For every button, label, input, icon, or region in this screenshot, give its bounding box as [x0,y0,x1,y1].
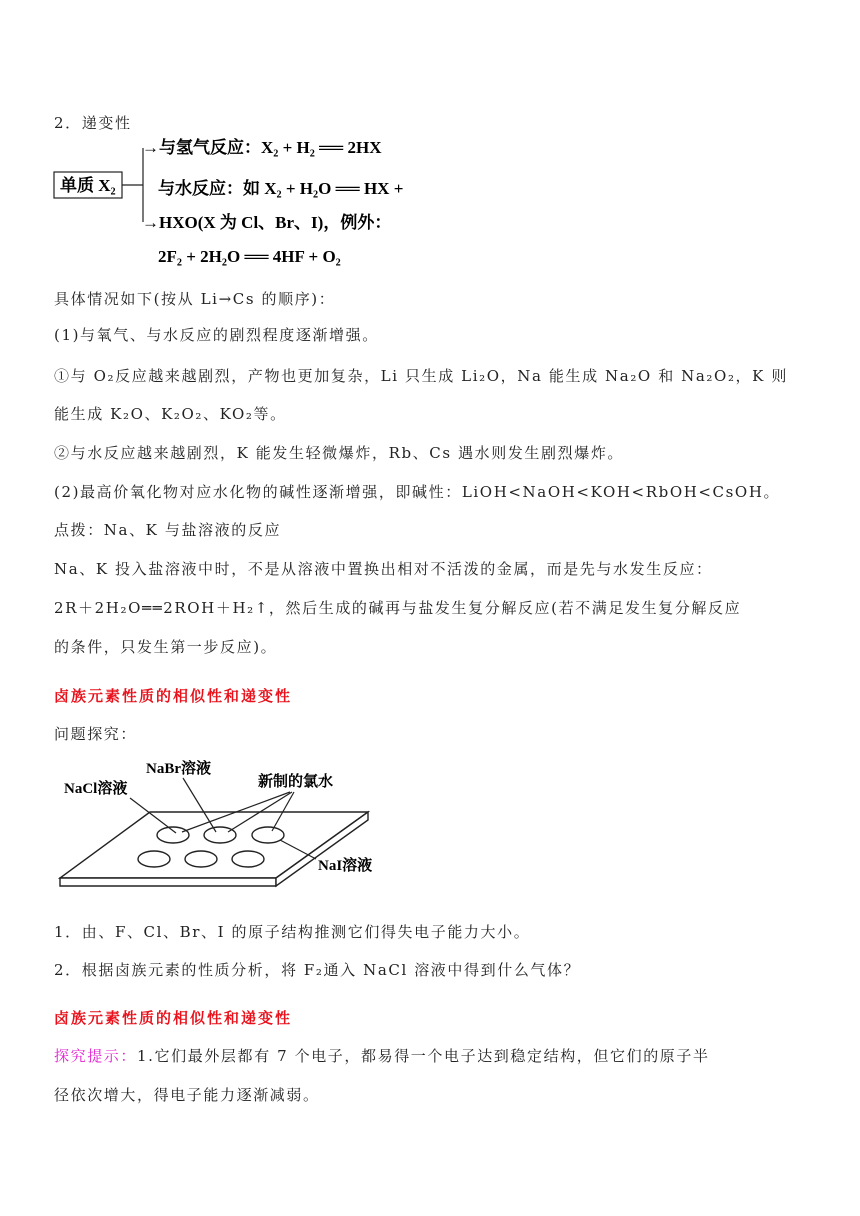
hint-line1 [54,1046,710,1066]
specifics-intro: 具体情况如下(按从 Li→Cs 的顺序)： [54,290,336,308]
scheme-row-1: →与氢气反应：X₂ + H₂ ══ 2HX [142,138,382,157]
plate-front [60,878,276,886]
specifics-p2-line2: 能生成 K₂O、K₂O₂、KO₂等。 [54,405,287,423]
tip-line1: Na、K 投入盐溶液中时，不是从溶液中置换出相对不活泼的金属，而是先与水发生反应： [54,560,713,578]
scheme-box-label: 单质 X₂ [60,176,116,195]
label-chlorine-water: 新制的氯水 [258,774,334,790]
scheme-row-4: 2F₂ + 2H₂O ══ 4HF + O₂ [158,247,341,266]
tip-line3: 的条件，只发生第一步反应)。 [54,638,278,656]
specifics-p4: (2)最高价氧化物对应水化物的碱性逐渐增强，即碱性：LiOH<NaOH<KOH<RbOH<CsOH。 [54,483,781,501]
section-title: 2．递变性 [54,114,132,132]
specifics-p2-line1: ①与 O₂反应越来越剧烈，产物也更加复杂，Li 只生成 Li₂O，Na 能生成 Na₂O 和 Na₂O₂，K 则 [54,367,788,385]
hint-line2: 径依次增大，得电子能力逐渐减弱。 [54,1086,320,1104]
hint-label: 探究提示： [54,1047,138,1065]
specifics-p1: (1)与氧气、与水反应的剧烈程度逐渐增强。 [54,326,379,344]
label-nacl: NaCl溶液 [64,781,128,797]
label-nai: NaI溶液 [318,858,373,874]
scheme-row-3: →HXO(X 为 Cl、Br、I)，例外： [142,213,392,232]
label-nabr: NaBr溶液 [146,761,211,777]
halogen-heading-2: 卤族元素性质的相似性和递变性 [54,1009,293,1027]
question-2: 2．根据卤族元素的性质分析，将 F₂通入 NaCl 溶液中得到什么气体？ [54,961,581,979]
question-label: 问题探究： [54,725,138,743]
tip-line2: 2R＋2H₂O══2ROH＋H₂↑，然后生成的碱再与盐发生复分解反应(若不满足发生复分解反应 [54,599,742,617]
scheme-row-2: 与水反应：如 X₂ + H₂O ══ HX + [158,179,404,198]
reaction-scheme [50,134,490,274]
well-plate-diagram [58,756,398,896]
specifics-p3: ②与水反应越来越剧烈，K 能发生轻微爆炸，Rb、Cs 遇水则发生剧烈爆炸。 [54,444,625,462]
question-1: 1．由、F、Cl、Br、I 的原子结构推测它们得失电子能力大小。 [54,923,531,941]
tip-heading: 点拨：Na、K 与盐溶液的反应 [54,521,282,539]
halogen-heading-1: 卤族元素性质的相似性和递变性 [54,687,293,705]
hint-text: 1.它们最外层都有 7 个电子，都易得一个电子达到稳定结构，但它们的原子半 [137,1047,710,1065]
